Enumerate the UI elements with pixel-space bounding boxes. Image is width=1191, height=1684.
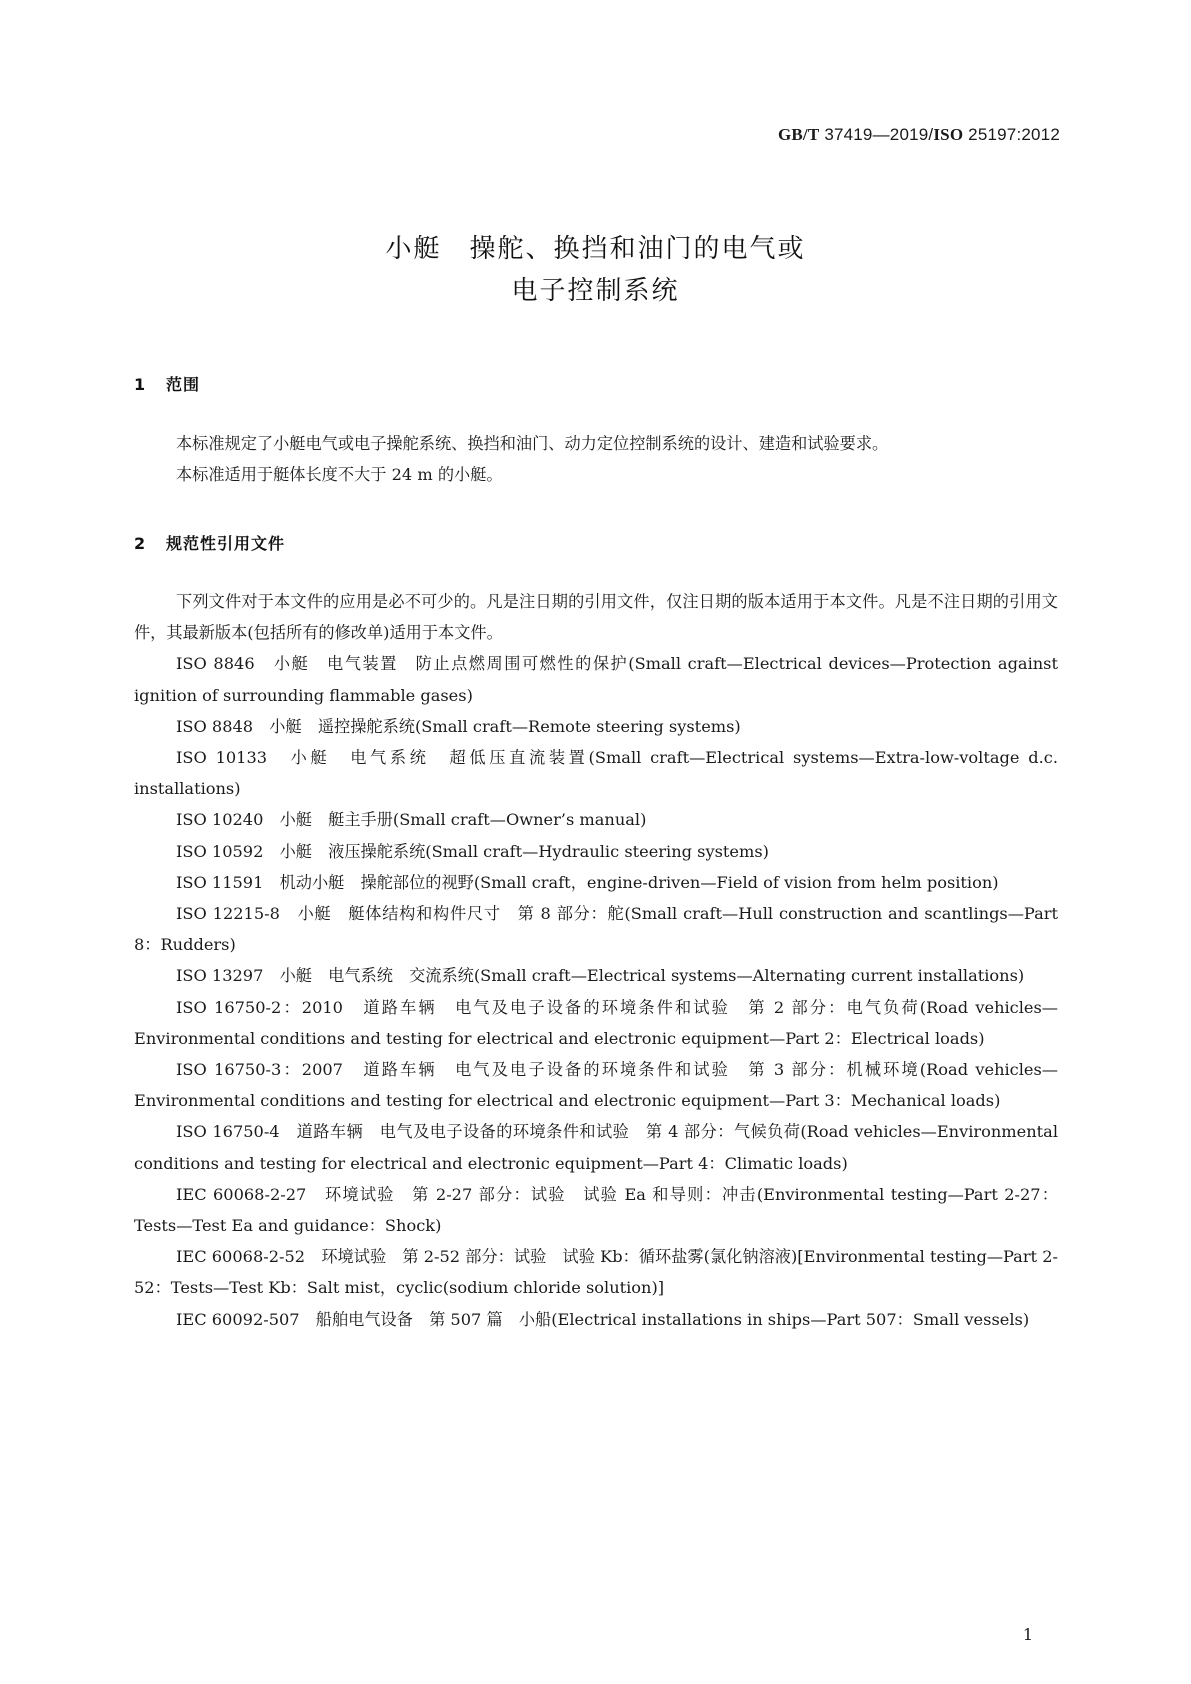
paragraph: 本标准适用于艇体长度不大于 24 m 的小艇。: [176, 465, 503, 485]
reference-item: ISO 16750-2：2010 道路车辆 电气及电子设备的环境条件和试验 第 2 部分：电气负荷(Road vehicles—Environmental conditions and testing for electrical and electronic equipment—Part 2：Electrical loads): [134, 997, 1058, 1048]
section-heading-normative-references: [134, 531, 285, 554]
reference-item: ISO 8848 小艇 遥控操舵系统(Small craft—Remote steering systems): [176, 716, 741, 736]
reference-item: ISO 10133 小艇 电气系统 超低压直流装置(Small craft—Electrical systems—Extra-low-voltage d.c. installations): [134, 748, 1058, 799]
section-heading-scope: [134, 372, 200, 395]
reference-item: ISO 10592 小艇 液压操舵系统(Small craft—Hydraulic steering systems): [176, 841, 769, 861]
paragraph: 本标准规定了小艇电气或电子操舵系统、换挡和油门、动力定位控制系统的设计、建造和试验要求。: [176, 434, 889, 453]
section-title: 规范性引用文件: [166, 534, 286, 553]
standard-code-number: 37419—2019/: [819, 125, 934, 144]
section-body-normative-references: [134, 586, 1058, 1335]
document-title-line-2: 电子控制系统: [511, 276, 680, 306]
standard-code-prefix: GB/T: [777, 125, 820, 144]
reference-item: ISO 16750-4 道路车辆 电气及电子设备的环境条件和试验 第 4 部分：气候负荷(Road vehicles—Environmental conditions and testing for electrical and electronic equipment—Part 4：Climatic loads): [134, 1122, 1058, 1173]
page-number: 1: [1022, 1625, 1033, 1644]
document-title-line-1: 小艇 操舵、换挡和油门的电气或: [385, 234, 806, 264]
standard-code-iso: ISO: [933, 125, 964, 144]
reference-item: ISO 16750-3：2007 道路车辆 电气及电子设备的环境条件和试验 第 3 部分：机械环境(Road vehicles—Environmental conditions and testing for electrical and electronic equipment—Part 3：Mechanical loads): [134, 1060, 1058, 1111]
section-number: 1: [134, 375, 147, 394]
paragraph: 下列文件对于本文件的应用是必不可少的。凡是注日期的引用文件，仅注日期的版本适用于本文件。凡是不注日期的引用文件，其最新版本(包括所有的修改单)适用于本文件。: [134, 592, 1058, 643]
standard-code: [778, 125, 1060, 145]
reference-item: IEC 60092-507 船舶电气设备 第 507 篇 小船(Electrical installations in ships—Part 507：Small vessels): [176, 1309, 1030, 1329]
section-title: 范围: [166, 375, 201, 394]
reference-item: ISO 8846 小艇 电气装置 防止点燃周围可燃性的保护(Small craft—Electrical devices—Protection against ignition of surrounding flammable gases): [134, 654, 1058, 705]
reference-item: IEC 60068-2-27 环境试验 第 2-27 部分：试验 试验 Ea 和导则：冲击(Environmental testing—Part 2-27：Tests—Test Ea and guidance：Shock): [134, 1184, 1058, 1236]
reference-item: ISO 12215-8 小艇 艇体结构和构件尺寸 第 8 部分：舵(Small craft—Hull construction and scantlings—Part 8：Rudders): [134, 904, 1058, 955]
section-body-scope: [134, 428, 1058, 490]
reference-item: IEC 60068-2-52 环境试验 第 2-52 部分：试验 试验 Kb：循环盐雾(氯化钠溶液)[Environmental testing—Part 2-52：Tests—Test Kb：Salt mist，cyclic(sodium chloride solution)]: [134, 1247, 1058, 1298]
reference-item: ISO 10240 小艇 艇主手册(Small craft—Owner’s manual): [176, 810, 647, 830]
reference-item: ISO 11591 机动小艇 操舵部位的视野(Small craft，engine-driven—Field of vision from helm position): [176, 872, 999, 892]
reference-item: ISO 13297 小艇 电气系统 交流系统(Small craft—Electrical systems—Alternating current installations): [176, 966, 1025, 986]
section-number: 2: [134, 534, 147, 553]
standard-code-iso-number: 25197:2012: [963, 125, 1060, 144]
